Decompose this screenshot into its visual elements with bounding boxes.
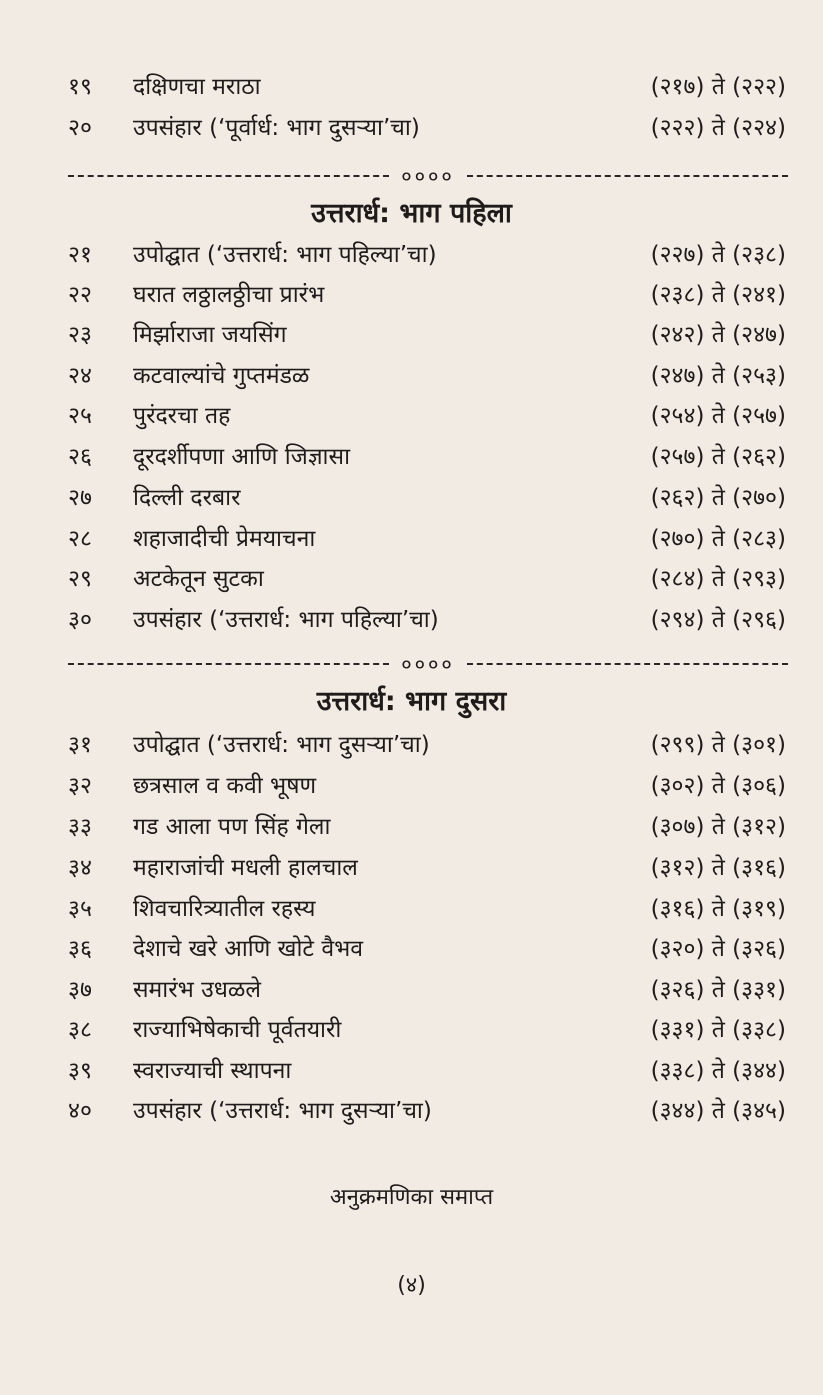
page-range: (३२६) ते (३३१) (650, 977, 786, 1003)
page-range: (३०२) ते (३०६) (650, 773, 786, 799)
chapter-title: उपसंहार (‘उत्तरार्ध: भाग दुसऱ्या’चा) (133, 1098, 432, 1124)
toc-row (0, 478, 823, 518)
separator-mark: ०००० (401, 164, 455, 188)
chapter-number: ४० (68, 1098, 92, 1124)
chapter-number: ३० (68, 607, 92, 633)
chapter-number: २३ (68, 322, 92, 348)
chapter-title: मिर्झाराजा जयसिंग (133, 322, 287, 348)
toc-row (0, 315, 823, 355)
chapter-number: ३२ (68, 773, 92, 799)
chapter-title: छत्रसाल व कवी भूषण (133, 773, 317, 799)
toc-row (0, 848, 823, 888)
chapter-title: देशाचे खरे आणि खोटे वैभव (133, 936, 364, 962)
chapter-number: २७ (68, 485, 92, 511)
dashed-line (68, 175, 389, 177)
chapter-number: २५ (68, 403, 92, 429)
chapter-number: २० (68, 115, 92, 141)
toc-row (0, 889, 823, 929)
toc-row (0, 766, 823, 806)
chapter-number: २८ (68, 526, 92, 552)
page-range: (२९४) ते (२९६) (650, 607, 786, 633)
page-range: (२३८) ते (२४१) (650, 282, 786, 308)
toc-row (0, 519, 823, 559)
chapter-title: कटवाल्यांचे गुप्तमंडळ (133, 363, 310, 389)
toc-row (0, 275, 823, 315)
toc-row (0, 559, 823, 599)
toc-row (0, 725, 823, 765)
toc-row (0, 929, 823, 969)
page-range: (३१६) ते (३१९) (650, 896, 786, 922)
chapter-title: राज्याभिषेकाची पूर्वतयारी (133, 1017, 342, 1043)
chapter-title: शिवचारित्र्यातील रहस्य (133, 896, 316, 922)
chapter-title: दिल्ली दरबार (133, 485, 241, 511)
page-range: (३३८) ते (३४४) (650, 1058, 786, 1084)
toc-row (0, 437, 823, 477)
page-range: (३४४) ते (३४५) (650, 1098, 786, 1124)
page-range: (२९९) ते (३०१) (650, 732, 786, 758)
toc-end-note: अनुक्रमणिका समाप्त (329, 1185, 494, 1210)
page-range: (२७०) ते (२८३) (650, 526, 786, 552)
page-range: (२६२) ते (२७०) (650, 485, 786, 511)
page-range: (३१२) ते (३१६) (650, 855, 786, 881)
chapter-title: दूरदर्शीपणा आणि जिज्ञासा (133, 444, 351, 470)
chapter-title: दक्षिणचा मराठा (133, 74, 261, 100)
chapter-title: महाराजांची मधली हालचाल (133, 855, 358, 881)
page-range: (३३१) ते (३३८) (650, 1017, 786, 1043)
toc-row (0, 67, 823, 107)
toc-row (0, 600, 823, 640)
chapter-number: २६ (68, 444, 92, 470)
dashed-line (68, 663, 389, 665)
chapter-title: शहाजादीची प्रेमयाचना (133, 526, 316, 552)
chapter-number: २४ (68, 363, 92, 389)
toc-row (0, 970, 823, 1010)
chapter-title: गड आला पण सिंह गेला (133, 814, 331, 840)
chapter-title: पुरंदरचा तह (133, 403, 231, 429)
chapter-number: ३८ (68, 1017, 92, 1043)
chapter-title: घरात लठ्ठालठ्ठीचा प्रारंभ (133, 282, 325, 308)
page-range: (२५४) ते (२५७) (650, 403, 786, 429)
chapter-number: ३७ (68, 977, 92, 1003)
page-number: (४) (397, 1273, 426, 1298)
toc-row (0, 1010, 823, 1050)
section-heading: उत्तरार्ध: भाग दुसरा (316, 686, 507, 717)
chapter-title: उपोद्घात (‘उत्तरार्ध: भाग दुसऱ्या’चा) (133, 732, 430, 758)
chapter-title: उपसंहार (‘पूर्वार्ध: भाग दुसऱ्या’चा) (133, 115, 420, 141)
chapter-title: अटकेतून सुटका (133, 566, 264, 592)
page-range: (२१७) ते (२२२) (650, 74, 786, 100)
chapter-title: स्वराज्याची स्थापना (133, 1058, 292, 1084)
toc-row (0, 396, 823, 436)
dashed-line (467, 175, 788, 177)
page-range: (२८४) ते (२९३) (650, 566, 786, 592)
chapter-number: २२ (68, 282, 92, 308)
page-range: (२५७) ते (२६२) (650, 444, 786, 470)
chapter-number: ३५ (68, 896, 92, 922)
chapter-number: २१ (68, 242, 92, 268)
toc-row (0, 235, 823, 275)
section-heading: उत्तरार्ध: भाग पहिला (311, 198, 512, 229)
chapter-number: १९ (68, 74, 92, 100)
page-range: (२२७) ते (२३८) (650, 242, 786, 268)
separator-mark: ०००० (401, 652, 455, 676)
section-separator (68, 165, 788, 187)
toc-row (0, 108, 823, 148)
chapter-number: ३१ (68, 732, 92, 758)
toc-row (0, 807, 823, 847)
chapter-number: ३३ (68, 814, 92, 840)
page-range: (२४७) ते (२५३) (650, 363, 786, 389)
page-range: (३२०) ते (३२६) (650, 936, 786, 962)
page-range: (२२२) ते (२२४) (650, 115, 786, 141)
toc-row (0, 1051, 823, 1091)
chapter-number: ३४ (68, 855, 92, 881)
page-range: (२४२) ते (२४७) (650, 322, 786, 348)
page-range: (३०७) ते (३१२) (650, 814, 786, 840)
chapter-number: ३९ (68, 1058, 92, 1084)
chapter-title: उपोद्घात (‘उत्तरार्ध: भाग पहिल्या’चा) (133, 242, 437, 268)
chapter-title: उपसंहार (‘उत्तरार्ध: भाग पहिल्या’चा) (133, 607, 439, 633)
toc-row (0, 1091, 823, 1131)
dashed-line (467, 663, 788, 665)
chapter-number: ३६ (68, 936, 92, 962)
section-separator (68, 653, 788, 675)
chapter-number: २९ (68, 566, 92, 592)
chapter-title: समारंभ उधळले (133, 977, 261, 1003)
toc-row (0, 356, 823, 396)
